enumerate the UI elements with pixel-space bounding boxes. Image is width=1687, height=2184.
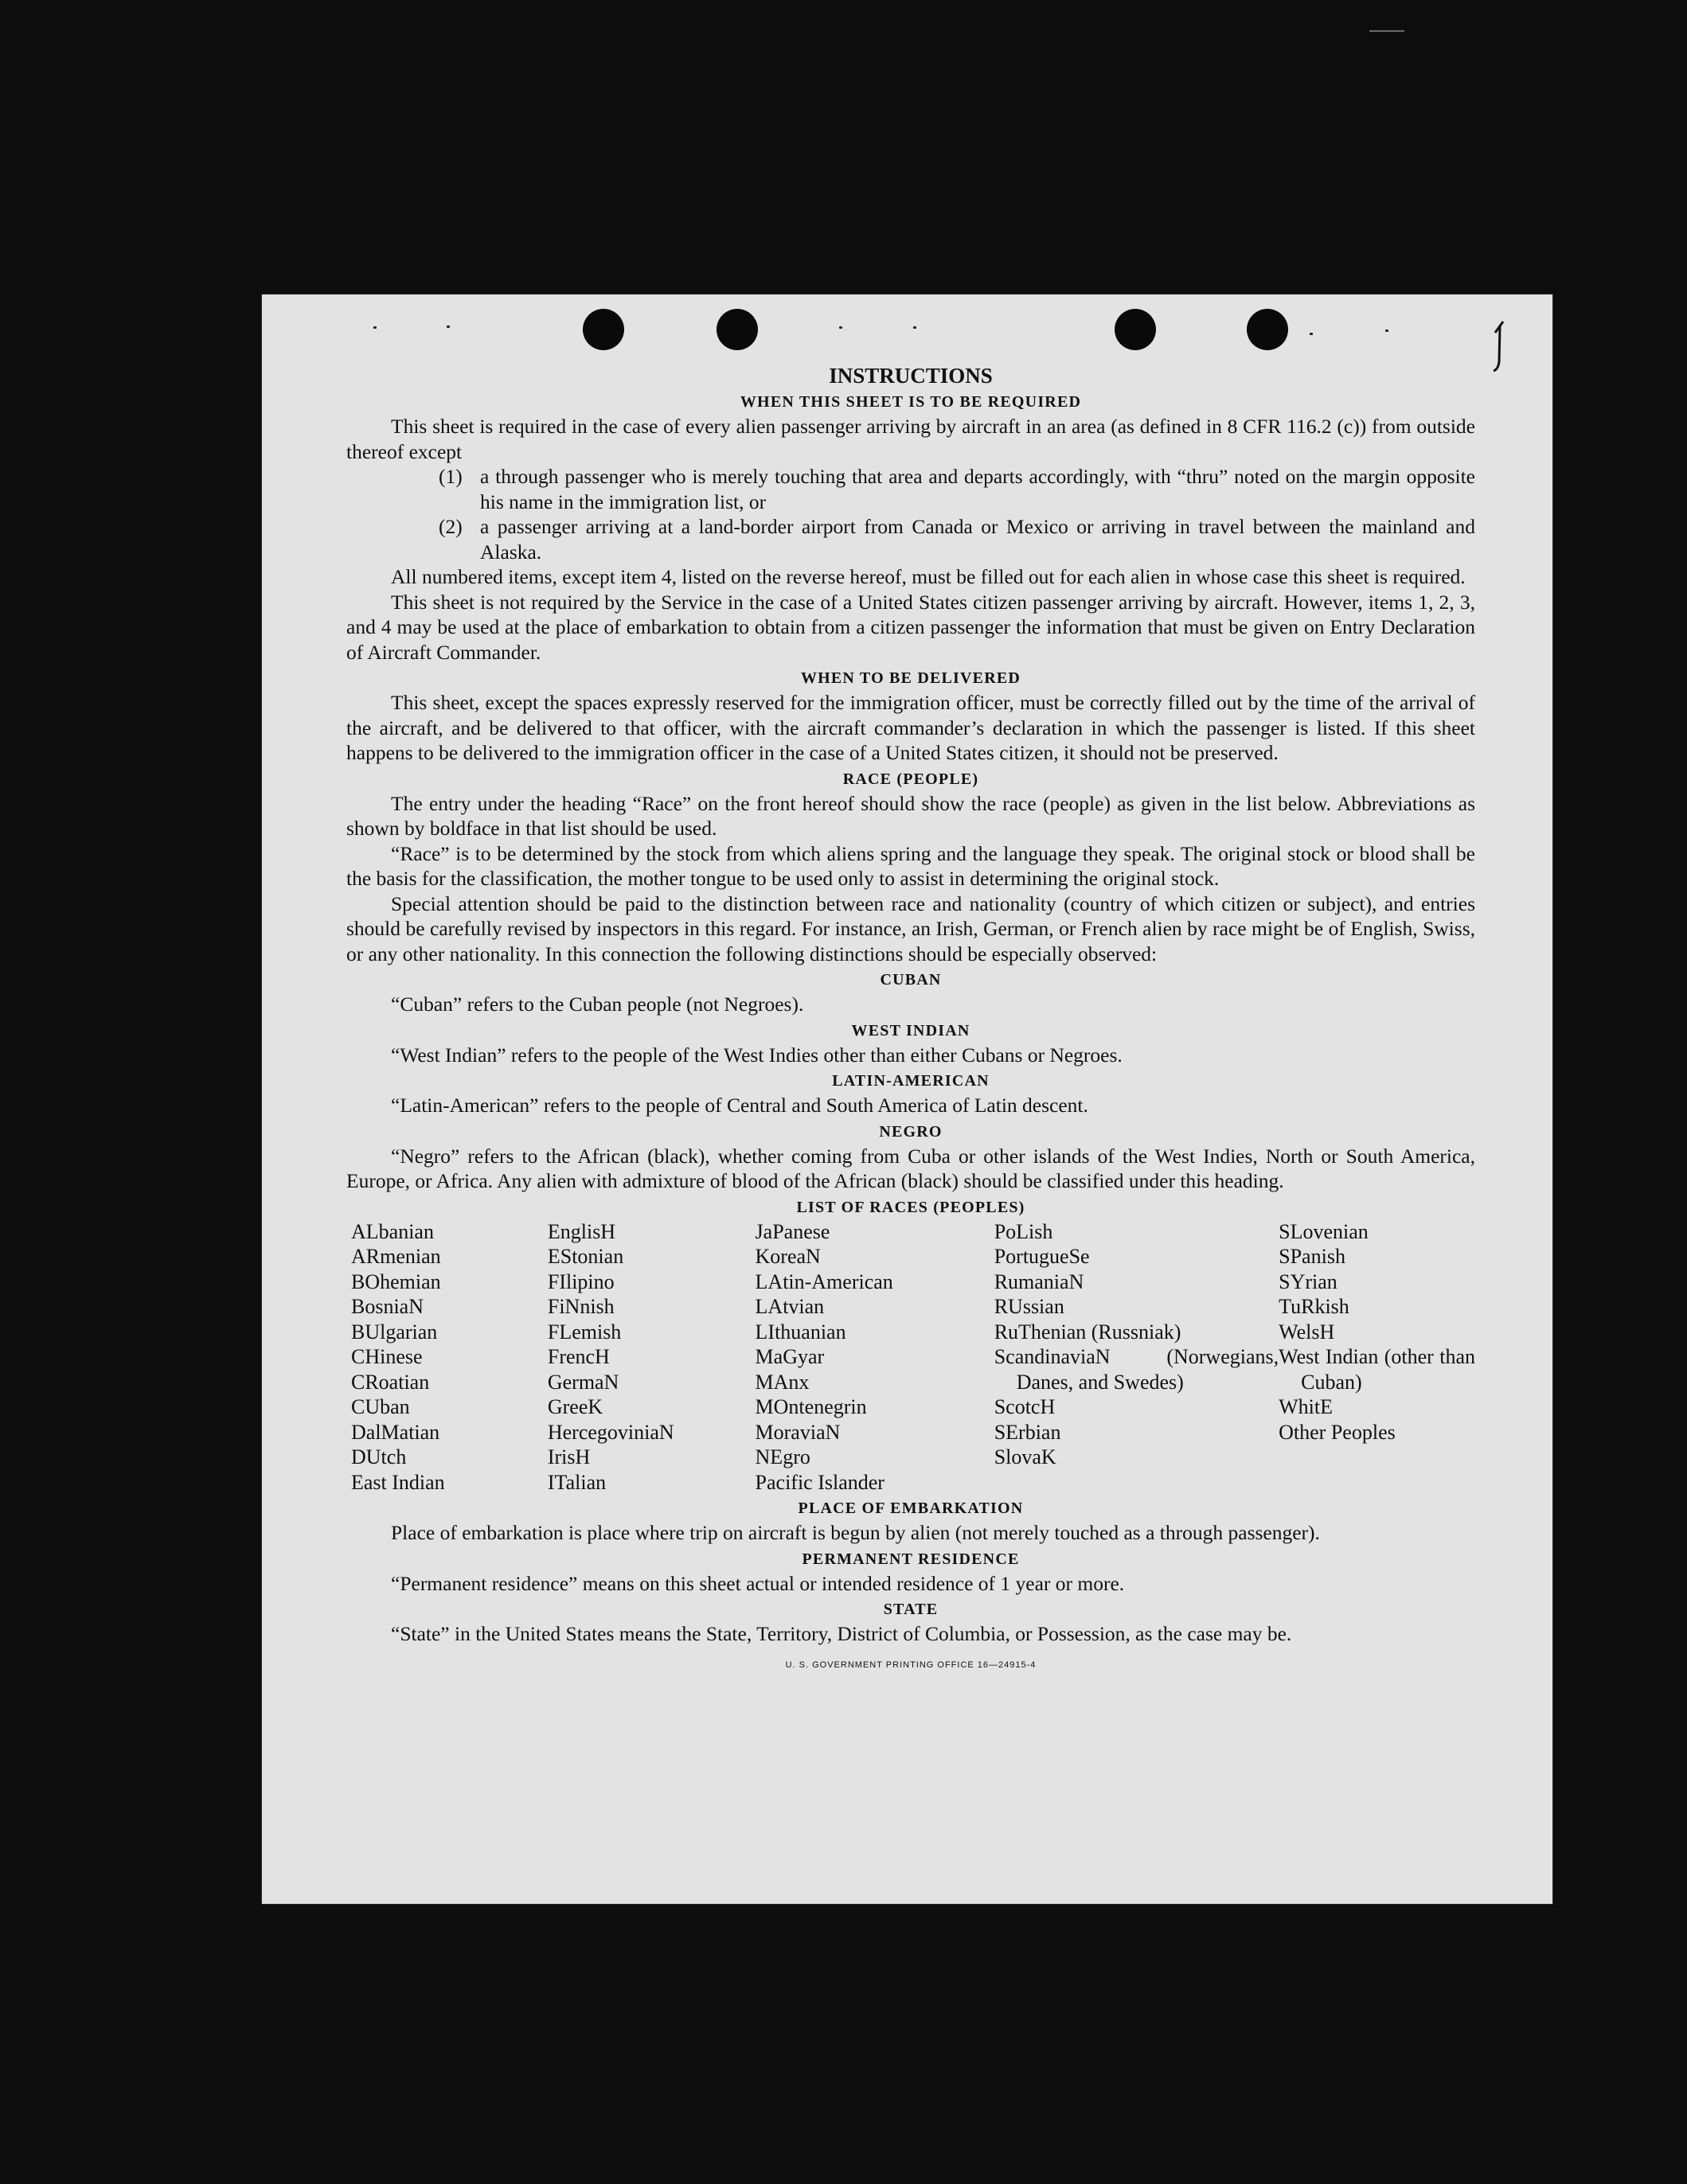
paragraph: This sheet is required in the case of every alien passenger arriving by aircraft in an area (as defined in 8 CFR 116.2 (c)) from outside thereof except <box>346 415 1475 463</box>
race-entry: ScotcH <box>994 1395 1056 1418</box>
race-entry: MoraviaN <box>755 1420 841 1444</box>
race-entry: DUtch <box>351 1445 407 1468</box>
paragraph: “Negro” refers to the African (black), whether coming from Cuba or other islands of the West Indies, North or South America, Europe, or Africa. Any alien with admixture of blood of the African (black) should be classified under this heading. <box>346 1144 1475 1192</box>
races-column <box>994 1219 1279 1496</box>
race-entry: FLemish <box>547 1320 622 1344</box>
race-entry: SPanish <box>1279 1245 1345 1268</box>
printing-office-footer: U. S. GOVERNMENT PRINTING OFFICE 16—24915-4 <box>785 1659 1037 1670</box>
list-item <box>439 514 1475 564</box>
race-entry: ITalian <box>547 1470 607 1494</box>
speck <box>839 326 842 329</box>
race-entry: BOhemian <box>351 1269 441 1293</box>
paragraph: “State” in the United States means the State, Territory, District of Columbia, or Possession, as the case may be. <box>391 1622 1292 1645</box>
scan-mark <box>1369 30 1404 32</box>
punch-hole <box>1247 309 1288 350</box>
race-entry: CUban <box>351 1395 410 1418</box>
race-entry: WelsH <box>1279 1320 1335 1344</box>
race-entry: SlovaK <box>994 1445 1056 1468</box>
handwritten-tick-mark <box>1492 318 1506 374</box>
race-entry: CHinese <box>351 1345 423 1368</box>
section-heading-negro: NEGRO <box>879 1122 943 1141</box>
race-entry: LAtin-American <box>755 1269 893 1293</box>
instructions-content <box>346 363 1475 1678</box>
race-entry: EnglisH <box>547 1219 616 1243</box>
paragraph: “Permanent residence” means on this sheet actual or intended residence of 1 year or more. <box>391 1571 1125 1595</box>
race-entry: RumaniaN <box>994 1269 1084 1293</box>
paragraph: Special attention should be paid to the distinction between race and nationality (country of which citizen or subject), and entries should be carefully revised by inspectors in this regard. For instance, an Irish, German, or French alien by race might be of English, Swiss, or any other nationality. In this connection the following distinctions should be especially observed: <box>346 891 1475 965</box>
speck <box>1385 330 1388 332</box>
section-heading-state: STATE <box>883 1601 939 1618</box>
race-entry: JaPanese <box>755 1219 830 1243</box>
race-entry: SLovenian <box>1279 1219 1369 1243</box>
race-entry: Other Peoples <box>1279 1420 1396 1444</box>
section-heading-when-delivered: WHEN TO BE DELIVERED <box>800 669 1021 687</box>
race-entry: ScandinaviaN (Norwegians, Danes, and Swedes) <box>994 1345 1279 1394</box>
races-column <box>1279 1219 1475 1496</box>
section-heading-latin-american: LATIN-AMERICAN <box>832 1072 990 1090</box>
paragraph: “Race” is to be determined by the stock from which aliens spring and the language they speak. The original stock or blood shall be the basis for the classification, the mother tongue to be used only to assist in determining the original stock. <box>346 841 1475 890</box>
race-entry: IrisH <box>547 1445 591 1468</box>
race-entry: HercegoviniaN <box>547 1420 674 1444</box>
race-entry: West Indian (other than Cuban) <box>1279 1345 1475 1394</box>
item-number: (2) <box>439 515 463 538</box>
races-column <box>548 1219 756 1496</box>
list-item <box>439 464 1475 514</box>
paragraph: “Cuban” refers to the Cuban people (not Negroes). <box>391 993 804 1016</box>
race-entry: GermaN <box>547 1370 619 1394</box>
races-list <box>351 1219 1475 1496</box>
speck <box>913 326 916 329</box>
section-heading-west-indian: WEST INDIAN <box>851 1021 970 1039</box>
paragraph: The entry under the heading “Race” on the front hereof should show the race (people) as given in the list below. Abbreviations as shown by boldface in that list should be used. <box>346 791 1475 840</box>
section-heading-races-list: LIST OF RACES (PEOPLES) <box>796 1198 1025 1216</box>
punch-hole <box>717 309 758 350</box>
item-text: a through passenger who is merely touching that area and departs accordingly, with “thru” noted on the margin opposite his name in the immigration list, or <box>480 465 1475 513</box>
race-entry: RuThenian (Russniak) <box>994 1320 1181 1344</box>
race-entry: ARmenian <box>351 1245 441 1268</box>
race-entry: NEgro <box>755 1445 810 1468</box>
race-entry: LAtvian <box>755 1295 825 1318</box>
paragraph: Place of embarkation is place where trip on aircraft is begun by alien (not merely touched as a through passenger). <box>391 1521 1320 1544</box>
race-entry: KoreaN <box>755 1245 821 1268</box>
speck <box>373 326 377 329</box>
race-entry: GreeK <box>547 1395 603 1418</box>
race-entry: PortugueSe <box>994 1245 1090 1268</box>
paragraph: All numbered items, except item 4, listed on the reverse hereof, must be filled out for each alien in whose case this sheet is required. <box>391 565 1466 588</box>
race-entry: MOntenegrin <box>755 1395 867 1418</box>
section-heading-cuban: CUBAN <box>880 971 942 989</box>
section-heading-when-required: WHEN THIS SHEET IS TO BE REQUIRED <box>740 393 1082 411</box>
race-entry: SErbian <box>994 1420 1061 1444</box>
races-column <box>351 1219 548 1496</box>
race-entry: MaGyar <box>755 1345 825 1368</box>
race-entry: TuRkish <box>1279 1295 1349 1318</box>
document-sheet <box>262 294 1552 1904</box>
races-column <box>756 1219 994 1496</box>
punch-hole <box>1115 309 1156 350</box>
speck <box>447 326 450 328</box>
speck <box>1310 333 1313 335</box>
race-entry: DalMatian <box>351 1420 440 1444</box>
race-entry: RUssian <box>994 1295 1064 1318</box>
race-entry: BosniaN <box>351 1295 424 1318</box>
race-entry: FIlipino <box>547 1269 615 1293</box>
paragraph: “West Indian” refers to the people of the West Indies other than either Cubans or Negroes. <box>391 1043 1123 1067</box>
section-heading-race: RACE (PEOPLE) <box>842 770 979 788</box>
race-entry: FiNnish <box>547 1295 615 1318</box>
race-entry: Pacific Islander <box>755 1470 885 1494</box>
race-entry: SYrian <box>1279 1269 1337 1293</box>
race-entry: WhitE <box>1279 1395 1334 1418</box>
punch-hole <box>583 309 624 350</box>
paragraph: “Latin-American” refers to the people of Central and South America of Latin descent. <box>391 1094 1088 1117</box>
race-entry: BUlgarian <box>351 1320 438 1344</box>
race-entry: PoLish <box>994 1219 1053 1243</box>
section-heading-embarkation: PLACE OF EMBARKATION <box>798 1500 1024 1517</box>
race-entry: LIthuanian <box>755 1320 846 1344</box>
race-entry: MAnx <box>755 1370 810 1394</box>
item-number: (1) <box>439 465 463 488</box>
page-title: INSTRUCTIONS <box>829 364 993 388</box>
race-entry: East Indian <box>351 1470 445 1494</box>
paragraph: This sheet is not required by the Service in the case of a United States citizen passenger arriving by aircraft. However, items 1, 2, 3, and 4 may be used at the place of embarkation to obtain from a citizen passenger the information that must be given on Entry Declaration of Aircraft Commander. <box>346 590 1475 664</box>
race-entry: CRoatian <box>351 1370 430 1394</box>
race-entry: FrencH <box>547 1345 610 1368</box>
item-text: a passenger arriving at a land-border airport from Canada or Mexico or arriving in travel between the mainland and Alaska. <box>480 515 1475 564</box>
paragraph: This sheet, except the spaces expressly reserved for the immigration officer, must be correctly filled out by the time of the arrival of the aircraft, and be delivered to that officer, with the aircraft commander’s declaration in which the passenger is listed. If this sheet happens to be delivered to the immigration officer in the case of a United States citizen, it should not be preserved. <box>346 691 1475 764</box>
race-entry: ALbanian <box>351 1219 434 1243</box>
race-entry: EStonian <box>547 1245 624 1268</box>
section-heading-residence: PERMANENT RESIDENCE <box>802 1550 1020 1568</box>
